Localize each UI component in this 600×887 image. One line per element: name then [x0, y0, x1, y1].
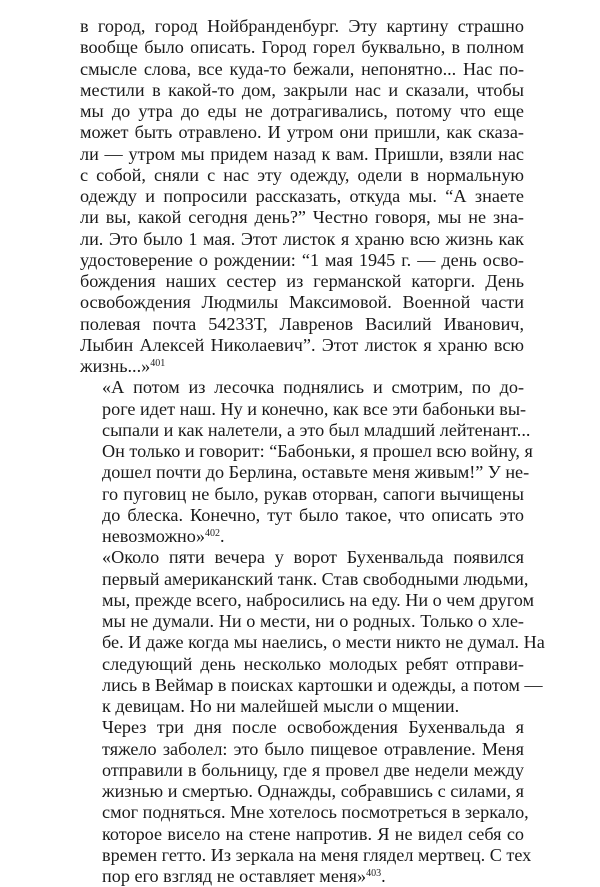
- text-line: в город, город Нойбранденбург. Эту картину страшно: [80, 16, 524, 36]
- text-line: роге идет наш. Ну и конечно, как все эти бабоньки вы-: [102, 398, 527, 419]
- text-line: одежду и попросили рассказать, откуда мы. “А знаете: [80, 186, 524, 206]
- text-line: первый американский танк. Став свободными людьми,: [102, 568, 529, 589]
- text-line: вообще было описать. Город горел буквально, в полном: [80, 37, 524, 58]
- text-line: ли. Это было 1 мая. Этот листок я храню всю жизнь как: [80, 228, 524, 249]
- text-line: бождения наших сестер из германской каторги. День: [80, 271, 524, 291]
- text-line: жизнью и смертью. Однажды, собравшись с силами, я: [102, 781, 524, 801]
- text-line: до блеска. Конечно, тут было такое, что описать это: [102, 504, 524, 525]
- text-line: [80, 356, 524, 377]
- text-segment: пор его взгляд не оставляет меня»: [102, 866, 367, 886]
- text-line: ли вы, какой сегодня день?” Честно говоря, мы не зна-: [80, 207, 524, 228]
- text-line: го пуговиц не было, рукав оторван, сапоги вычищены: [102, 483, 524, 504]
- text-line: мы до утра до еды не дотрагивались, потому что еще: [80, 101, 524, 121]
- text-line: времен гетто. Из зеркала на меня глядел мертвец. С тех: [102, 844, 532, 865]
- text-line: [80, 526, 524, 547]
- text-line: к девицам. Но ни малейшей мысли о мщении.: [102, 696, 460, 716]
- text-line: «А потом из лесочка поднялись и смотрим, по до-: [102, 377, 524, 398]
- text-segment: .: [219, 526, 225, 546]
- paragraph-3: [80, 547, 545, 717]
- text-line: с собой, сняли с нас эту одежду, одели в нормальную: [80, 164, 524, 185]
- text-line: дошел почти до Берлина, оставьте меня живым!” У не-: [102, 462, 530, 483]
- text-segment: невозможно»: [102, 526, 205, 546]
- text-line: следующий день несколько молодых ребят отправи-: [102, 653, 524, 674]
- text-line: отправили в больницу, где я провел две недели между: [102, 759, 524, 780]
- text-line: [80, 866, 524, 887]
- text-line: Через три дня после освобождения Бухенвальда я: [102, 717, 524, 738]
- text-segment: .: [381, 866, 386, 886]
- text-line: Он только и говорит: “Бабоньки, я прошел всю войну, я: [102, 441, 533, 461]
- text-line: полевая почта 54233Т, Лавренов Василий Иванович,: [80, 313, 524, 334]
- text-segment: жизнь...»: [80, 356, 151, 376]
- document-page: [80, 16, 545, 887]
- footnote-reference[interactable]: 403: [366, 868, 382, 879]
- text-line: мы, прежде всего, набросились на еду. Ни о чем другом: [102, 589, 535, 610]
- text-line: лись в Веймар в поисках картошки и одежды, а потом —: [102, 674, 543, 695]
- text-line: местили в какой-то дом, закрыли нас и сказали, чтобы: [80, 79, 524, 100]
- text-line: «Около пяти вечера у ворот Бухенвальда появился: [102, 547, 524, 568]
- footnote-reference[interactable]: 401: [150, 358, 166, 369]
- paragraph-4: [80, 717, 532, 887]
- text-line: Лыбин Алексей Николаевич”. Этот листок я храню всю: [80, 334, 524, 355]
- footnote-reference[interactable]: 402: [204, 528, 220, 539]
- paragraph-1: [80, 16, 524, 377]
- text-line: бе. И даже когда мы наелись, о мести никто не думал. На: [102, 632, 545, 653]
- text-line: может быть отравлено. И утром они пришли, как сказа-: [80, 122, 524, 143]
- text-line: смог подняться. Мне хотелось посмотреться в зеркало,: [102, 802, 529, 823]
- text-line: смысле слова, все куда-то бежали, непонятно... Нас по-: [80, 58, 524, 79]
- text-line: освобождения Людмилы Максимовой. Военной части: [80, 292, 524, 313]
- text-line: сыпали и как налетели, а это был младший лейтенант...: [102, 419, 531, 440]
- text-line: мы не думали. Ни о мести, ни о родных. Только о хле-: [102, 611, 524, 631]
- text-line: удостоверение о рождении: “1 мая 1945 г. — день осво-: [80, 249, 524, 270]
- text-line: которое висело на стене напротив. Я не видел себя со: [102, 823, 524, 844]
- paragraph-2: [80, 377, 533, 547]
- text-line: тяжело заболел: это было пищевое отравление. Меня: [102, 738, 524, 759]
- text-line: ли — утром мы придем назад к вам. Пришли, взяли нас: [80, 143, 524, 164]
